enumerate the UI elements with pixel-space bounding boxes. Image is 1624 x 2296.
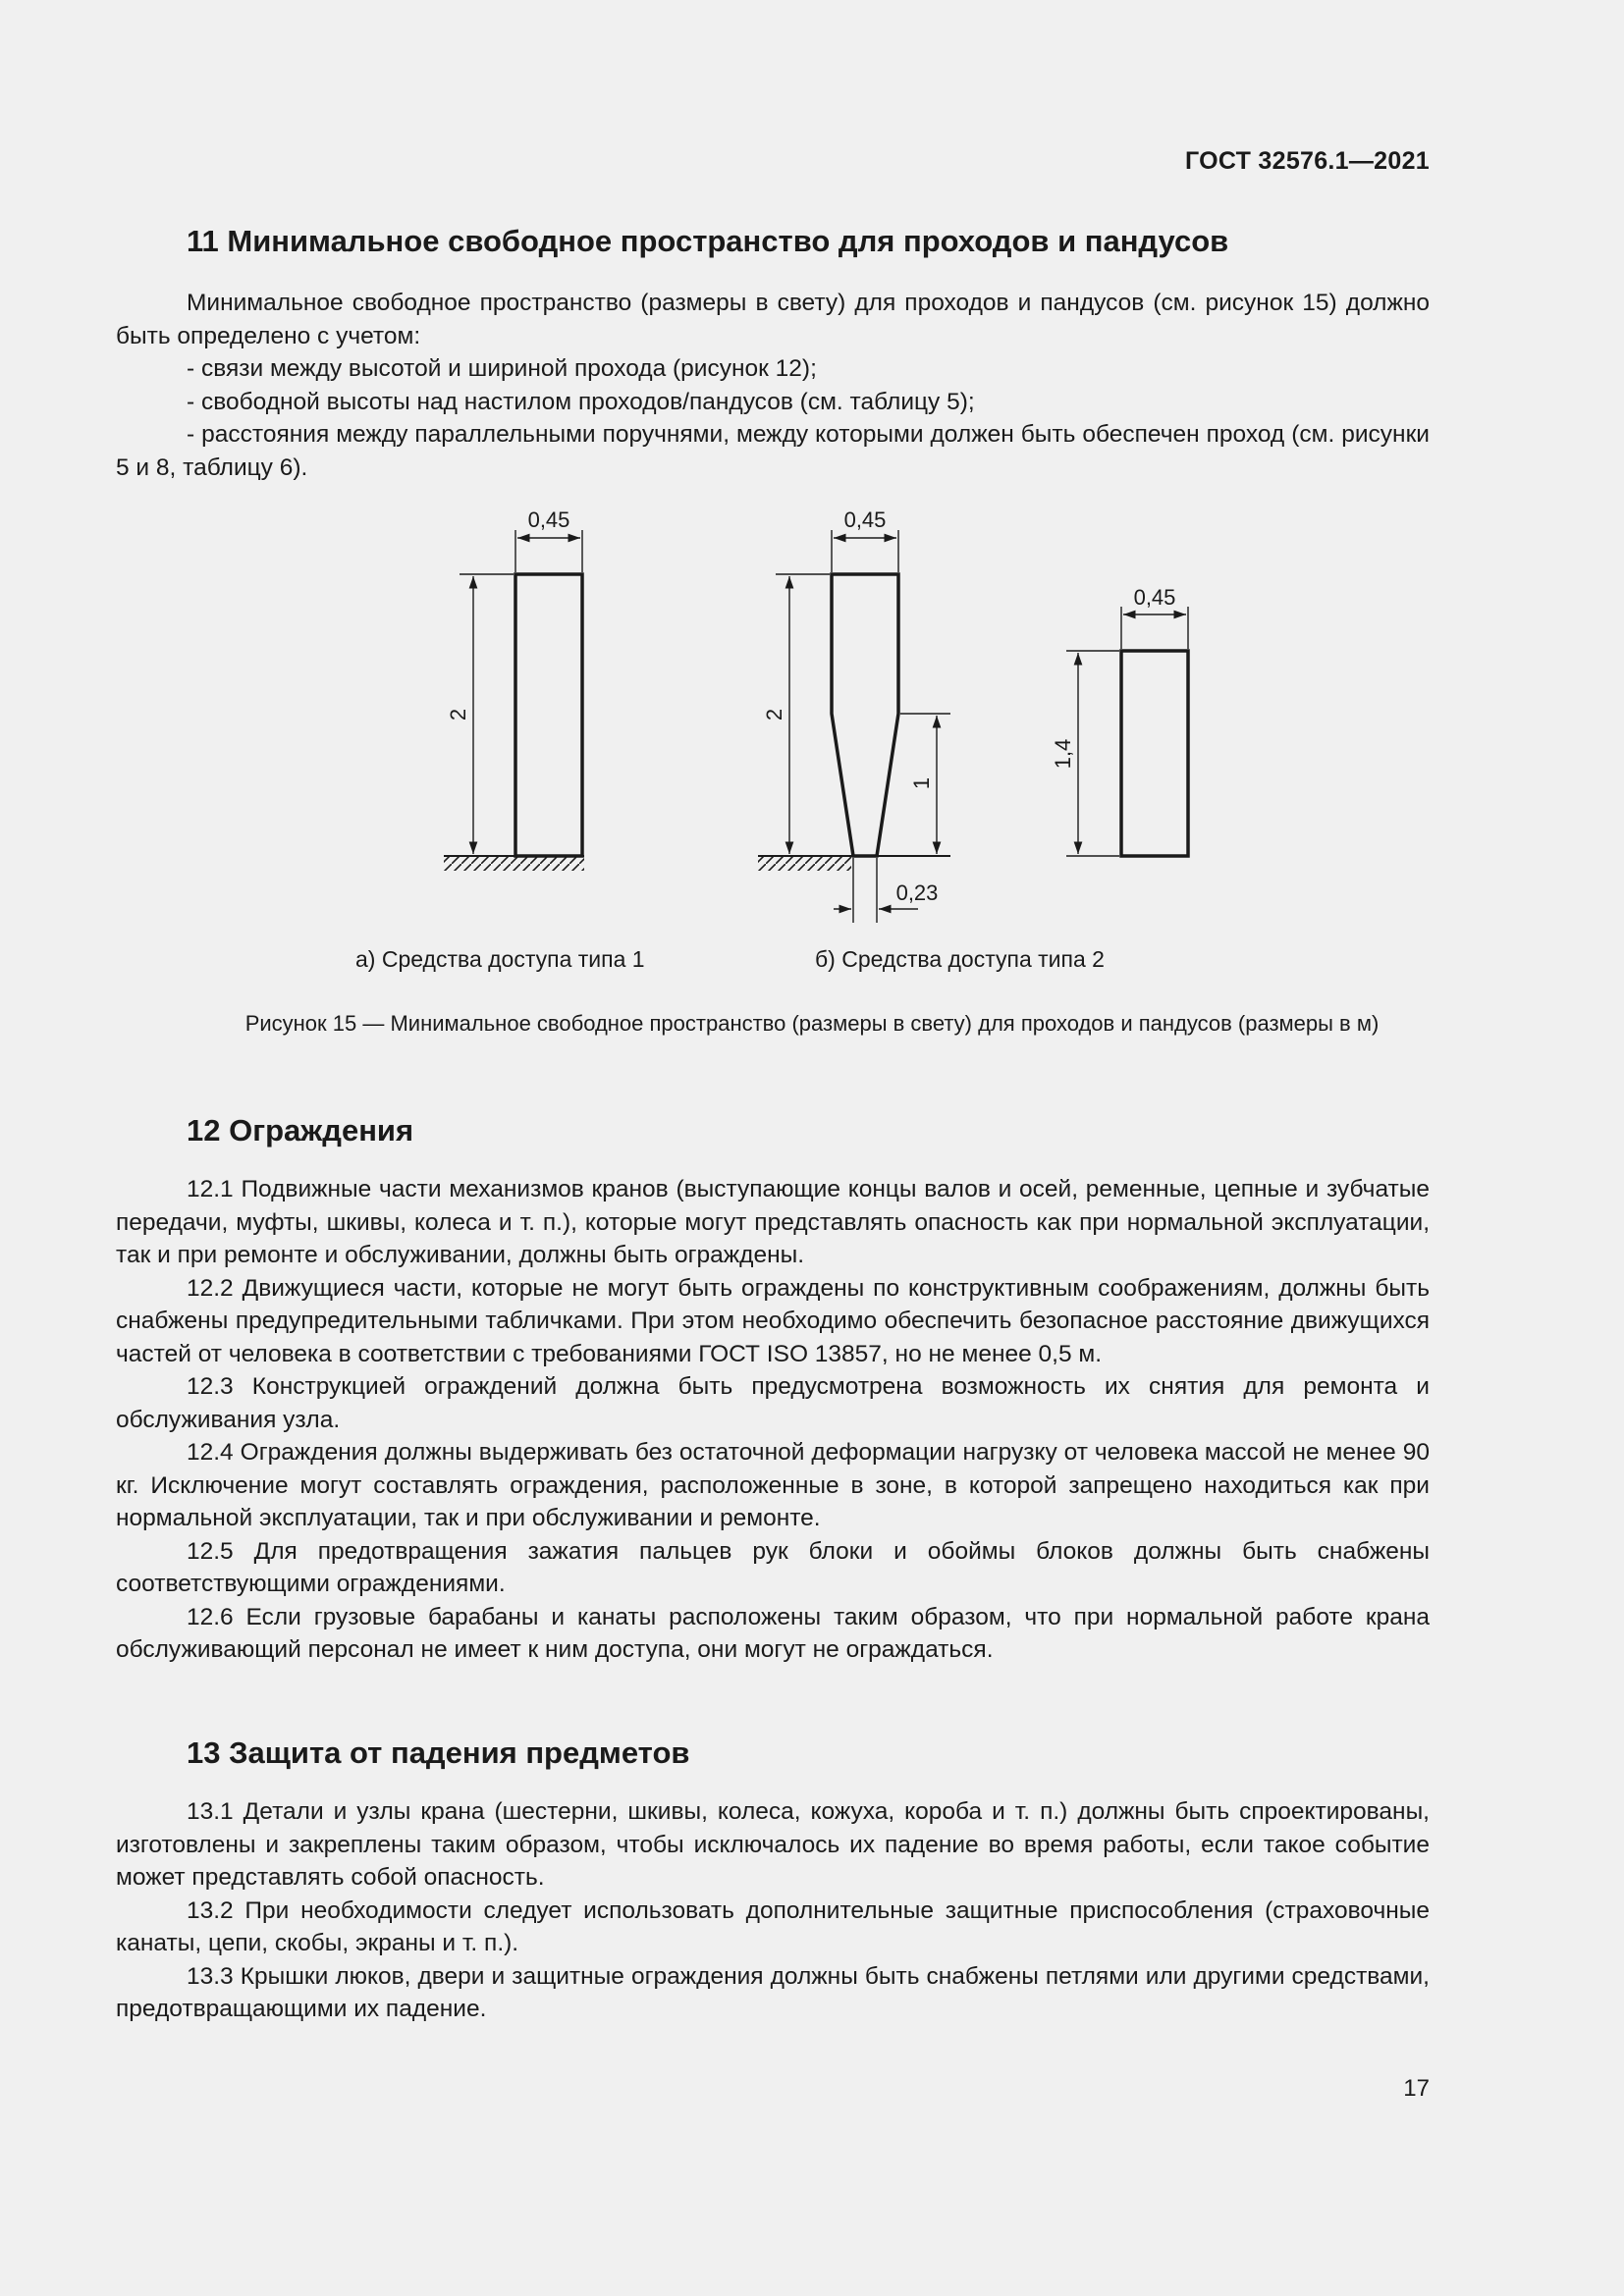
page-number: 17 bbox=[1403, 2075, 1430, 2102]
section-12-title: 12 Ограждения bbox=[187, 1113, 414, 1148]
figure-caption: Рисунок 15 — Минимальное свободное пространство (размеры в свету) для проходов и пандусов (размеры в м) bbox=[244, 1011, 1380, 1036]
standard-code: ГОСТ 32576.1—2021 bbox=[1184, 147, 1430, 175]
figure-15-drawing bbox=[0, 0, 1624, 982]
dim-label: 0,45 bbox=[527, 507, 570, 532]
paragraph: 13.3 Крышки люков, двери и защитные ограждения должны быть снабжены петлями или другими средствами, предотвращающими их падение. bbox=[116, 1962, 1430, 2022]
paragraph: 12.6 Если грузовые барабаны и канаты расположены таким образом, что при нормальной работе крана обслуживающий персонал не имеет к ним доступа, они могут не ограждаться. bbox=[116, 1603, 1430, 1663]
section-13-body bbox=[116, 1795, 1430, 2026]
paragraph: 12.1 Подвижные части механизмов кранов (выступающие концы валов и осей, ременные, цепные и зубчатые передачи, муфты, шкивы, колеса и т. п.), которые могут представлять опасность как при нормальной эксплуатации, так и при ремонте и обслуживании, должны быть ограждены. bbox=[116, 1176, 1430, 1268]
paragraph: 12.5 Для предотвращения зажатия пальцев рук блоки и обоймы блоков должны быть снабжены соответствующими ограждениями. bbox=[116, 1537, 1430, 1597]
paragraph: 13.2 При необходимости следует использовать дополнительные защитные приспособления (страховочные канаты, цепи, скобы, экраны и т. п.). bbox=[116, 1896, 1430, 1956]
paragraph: Минимальное свободное пространство (размеры в свету) для проходов и пандусов (см. рисунок 15) должно быть определено с учетом: bbox=[116, 290, 1430, 349]
dim-label: 0,45 bbox=[843, 507, 887, 532]
paragraph: 13.1 Детали и узлы крана (шестерни, шкивы, колеса, кожуха, короба и т. п.) должны быть спроектированы, изготовлены и закреплены таким образом, чтобы исключалось их падение во время работы, если такое событие может представлять собой опасность. bbox=[116, 1798, 1430, 1891]
floor-hatch bbox=[444, 857, 584, 871]
clearance-rect-a bbox=[515, 574, 582, 856]
list-item: - расстояния между параллельными поручнями, между которыми должен быть обеспечен проход (см. рисунки 5 и 8, таблицу 6). bbox=[116, 421, 1430, 481]
dim-label: 2 bbox=[762, 708, 786, 721]
section-13 bbox=[116, 1735, 1430, 1771]
section-11-title: 11 Минимальное свободное пространство для проходов и пандусов bbox=[187, 224, 1229, 258]
clearance-rect-c bbox=[1121, 651, 1188, 856]
section-12 bbox=[116, 1113, 1430, 1148]
list-item: - связи между высотой и шириной прохода (рисунок 12); bbox=[187, 355, 817, 382]
section-12-body bbox=[116, 1173, 1430, 1667]
list-item: - свободной высоты над настилом проходов/пандусов (см. таблицу 5); bbox=[187, 388, 975, 415]
drawing-b bbox=[758, 507, 950, 923]
dim-label: 1,4 bbox=[1051, 738, 1075, 770]
dim-label: 0,45 bbox=[1133, 585, 1176, 610]
floor-hatch bbox=[758, 857, 851, 871]
paragraph: 12.4 Ограждения должны выдерживать без остаточной деформации нагрузку от человека массой не менее 90 кг. Исключение могут составлять ограждения, расположенные в зоне, в которой запрещено находиться как при нормальной эксплуатации, так и при обслуживании и ремонте. bbox=[116, 1439, 1430, 1531]
dim-label: 2 bbox=[446, 708, 470, 721]
subcaption-a: а) Средства доступа типа 1 bbox=[355, 946, 645, 972]
subcaption-b: б) Средства доступа типа 2 bbox=[815, 946, 1105, 972]
section-13-title: 13 Защита от падения предметов bbox=[187, 1735, 690, 1770]
dim-label: 1 bbox=[909, 776, 934, 790]
paragraph: 12.2 Движущиеся части, которые не могут быть ограждены по конструктивным соображениям, должны быть снабжены предупредительными табличками. При этом необходимо обеспечить безопасное расстояние движущихся частей от человека в соответствии с требованиями ГОСТ ISO 13857, но не менее 0,5 м. bbox=[116, 1274, 1430, 1367]
dim-label: 0,23 bbox=[895, 881, 939, 905]
drawing-c bbox=[1051, 585, 1188, 856]
clearance-shape-b bbox=[832, 574, 898, 856]
paragraph: 12.3 Конструкцией ограждений должна быть предусмотрена возможность их снятия для ремонта и обслуживания узла. bbox=[116, 1373, 1430, 1433]
drawing-a bbox=[444, 507, 584, 871]
